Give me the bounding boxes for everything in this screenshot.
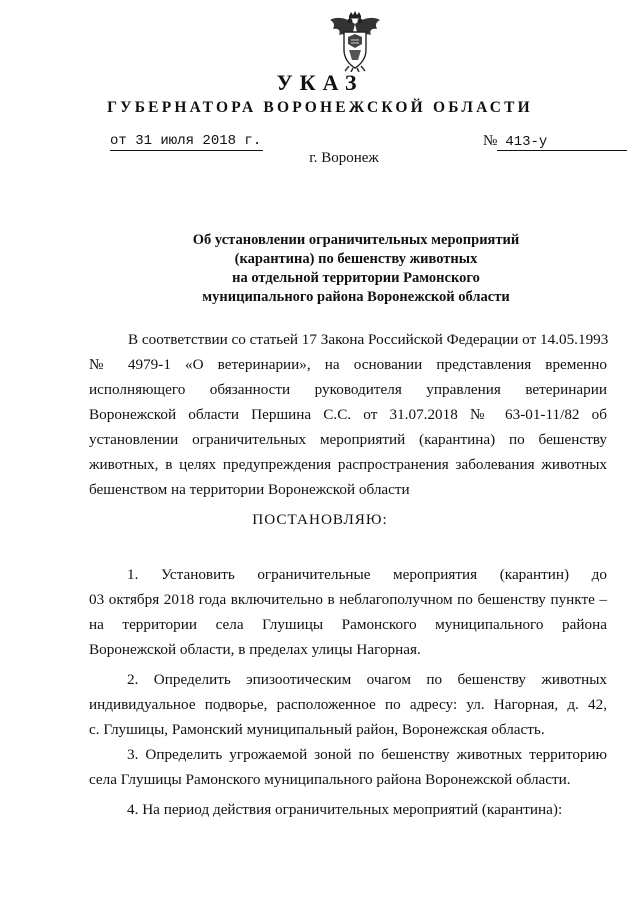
- body-line: села Глушицы Рамонского муниципального района Воронежской области.: [89, 771, 571, 788]
- body-line: с. Глушицы, Рамонский муниципальный район, Воронежская область.: [89, 721, 545, 738]
- number-label: №: [483, 133, 498, 149]
- body-line: животных, в целях предупреждения распространения заболевания животных: [89, 456, 607, 473]
- title-line: (карантина) по бешенству животных: [234, 251, 478, 267]
- document-type: УКАЗ: [276, 70, 364, 95]
- coat-of-arms-icon: [327, 10, 383, 72]
- document-date: [110, 133, 263, 149]
- body-line: 1. Установить ограничительные мероприятия (карантин) до: [127, 566, 607, 583]
- document-number: [483, 133, 627, 151]
- body-line: на территории села Глушицы Рамонского муниципального района: [89, 616, 607, 633]
- body-line: Воронежской области, в пределах улицы Нагорная.: [89, 641, 421, 658]
- title-line: муниципального района Воронежской области: [202, 289, 510, 305]
- body-line: установлении ограничительных мероприятий (карантина) по бешенству: [89, 431, 607, 448]
- city: г. Воронеж: [309, 150, 379, 166]
- number-value: 413-у: [497, 134, 627, 151]
- body-line: № 4979-1 «О ветеринарии», на основании представления временно: [89, 356, 607, 373]
- issuer-title: ГУБЕРНАТОРА ВОРОНЕЖСКОЙ ОБЛАСТИ: [107, 99, 533, 116]
- title-line: на отдельной территории Рамонского: [232, 270, 480, 286]
- body-line: Воронежской области Першина С.С. от 31.07.2018 № 63-01-11/82 об: [89, 406, 607, 423]
- body-line: исполняющего обязанности руководителя управления ветеринарии: [89, 381, 607, 398]
- date-value: от 31 июля 2018 г.: [110, 133, 262, 149]
- document-title: [150, 231, 562, 307]
- body-line: В соответствии со статьей 17 Закона Российской Федерации от 14.05.1993: [128, 331, 609, 348]
- body-line: 4. На период действия ограничительных мероприятий (карантина):: [127, 801, 563, 818]
- body-line: 3. Определить угрожаемой зоной по бешенству животных территорию: [127, 746, 607, 763]
- title-line: Об установлении ограничительных мероприятий: [192, 232, 520, 248]
- body-line: бешенством на территории Воронежской области: [89, 481, 410, 498]
- body-line: 03 октября 2018 года включительно в неблагополучном по бешенству пункте –: [89, 591, 607, 608]
- decree-word: ПОСТАНОВЛЯЮ:: [252, 511, 388, 528]
- body-line: индивидуальное подворье, расположенное по адресу: ул. Нагорная, д. 42,: [89, 696, 607, 713]
- body-line: 2. Определить эпизоотическим очагом по бешенству животных: [127, 671, 607, 688]
